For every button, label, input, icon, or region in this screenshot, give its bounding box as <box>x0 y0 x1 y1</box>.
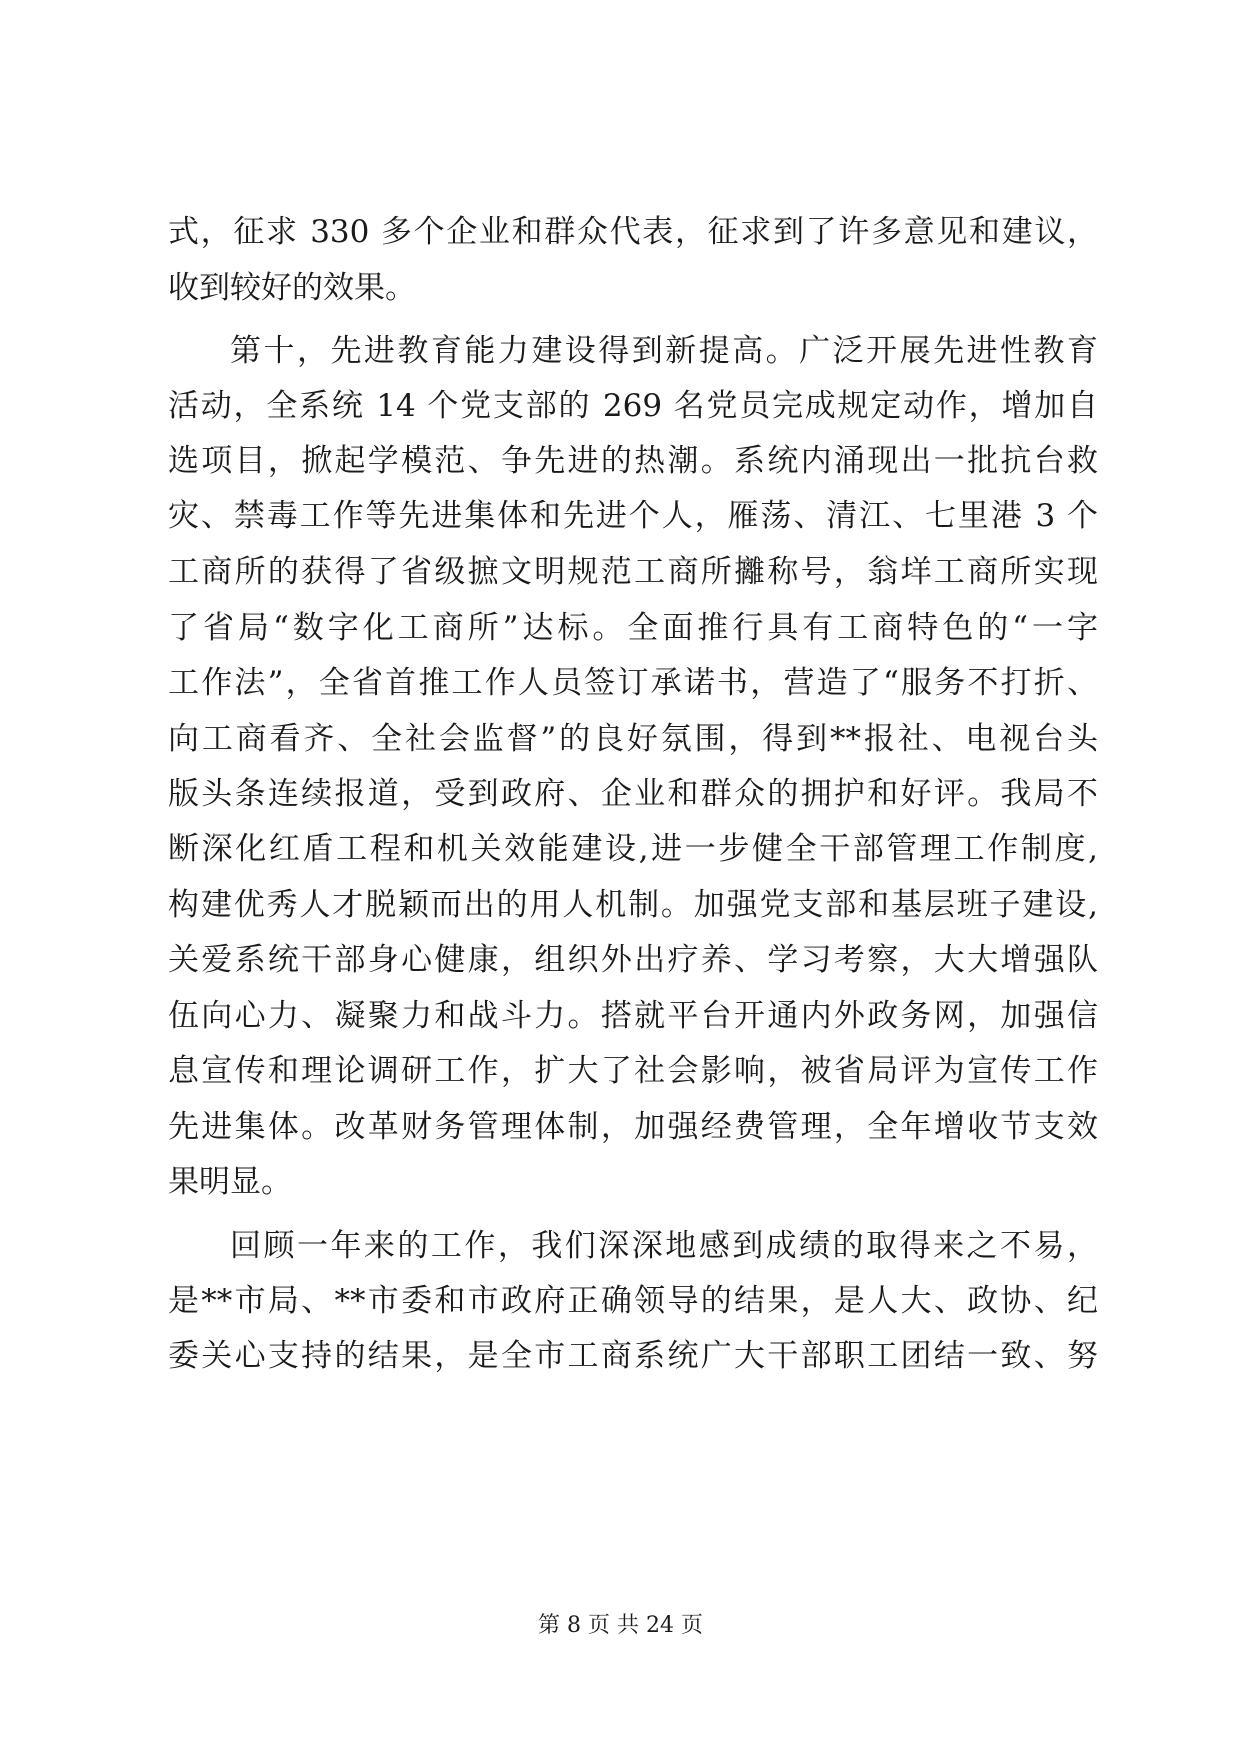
text-line: 构建优秀人才脱颖而出的用人机制。加强党支部和基层班子建设, <box>168 887 1098 923</box>
text-line: 伍向心力、凝聚力和战斗力。搭就平台开通内外政务网，加强信 <box>168 998 1098 1034</box>
text-line: 委关心支持的结果，是全市工商系统广大干部职工团结一致、努 <box>168 1338 1098 1374</box>
text-line: 选项目，掀起学模范、争先进的热潮。系统内涌现出一批抗台救 <box>168 443 1098 479</box>
paragraph-start-line: 第十，先进教育能力建设得到新提高。广泛开展先进性教育 <box>230 333 1098 369</box>
text-line: 工商所的获得了省级摭文明规范工商所攡称号，翁垟工商所实现 <box>168 554 1098 590</box>
text-line: 收到较好的效果。 <box>168 270 416 306</box>
text-line: 灾、禁毒工作等先进集体和先进个人，雁荡、清江、七里港 3 个 <box>168 498 1098 534</box>
text-line: 了省局“数字化工商所”达标。全面推行具有工商特色的“一字 <box>168 610 1098 646</box>
text-line: 息宣传和理论调研工作，扩大了社会影响，被省局评为宣传工作 <box>168 1053 1098 1089</box>
text-line: 是**市局、**市委和市政府正确领导的结果，是人大、政协、纪 <box>168 1283 1098 1319</box>
paragraph-start-line: 回顾一年来的工作，我们深深地感到成绩的取得来之不易， <box>230 1228 1098 1264</box>
page-number-footer: 第 8 页 共 24 页 <box>538 1613 703 1638</box>
text-line: 向工商看齐、全社会监督”的良好氛围，得到**报社、电视台头 <box>168 721 1098 757</box>
text-line: 果明显。 <box>168 1164 292 1200</box>
text-line: 工作法”，全省首推工作人员签订承诺书，营造了“服务不打折、 <box>168 665 1098 701</box>
text-line: 活动，全系统 14 个党支部的 269 名党员完成规定动作，增加自 <box>168 388 1098 424</box>
text-line: 关爱系统干部身心健康，组织外出疗养、学习考察，大大增强队 <box>168 942 1098 978</box>
text-line: 式，征求 330 多个企业和群众代表，征求到了许多意见和建议， <box>168 214 1098 250</box>
text-line: 版头条连续报道，受到政府、企业和群众的拥护和好评。我局不 <box>168 776 1098 812</box>
text-line: 先进集体。改革财务管理体制，加强经费管理，全年增收节支效 <box>168 1109 1098 1145</box>
text-line: 断深化红盾工程和机关效能建设,进一步健全干部管理工作制度, <box>168 831 1098 867</box>
